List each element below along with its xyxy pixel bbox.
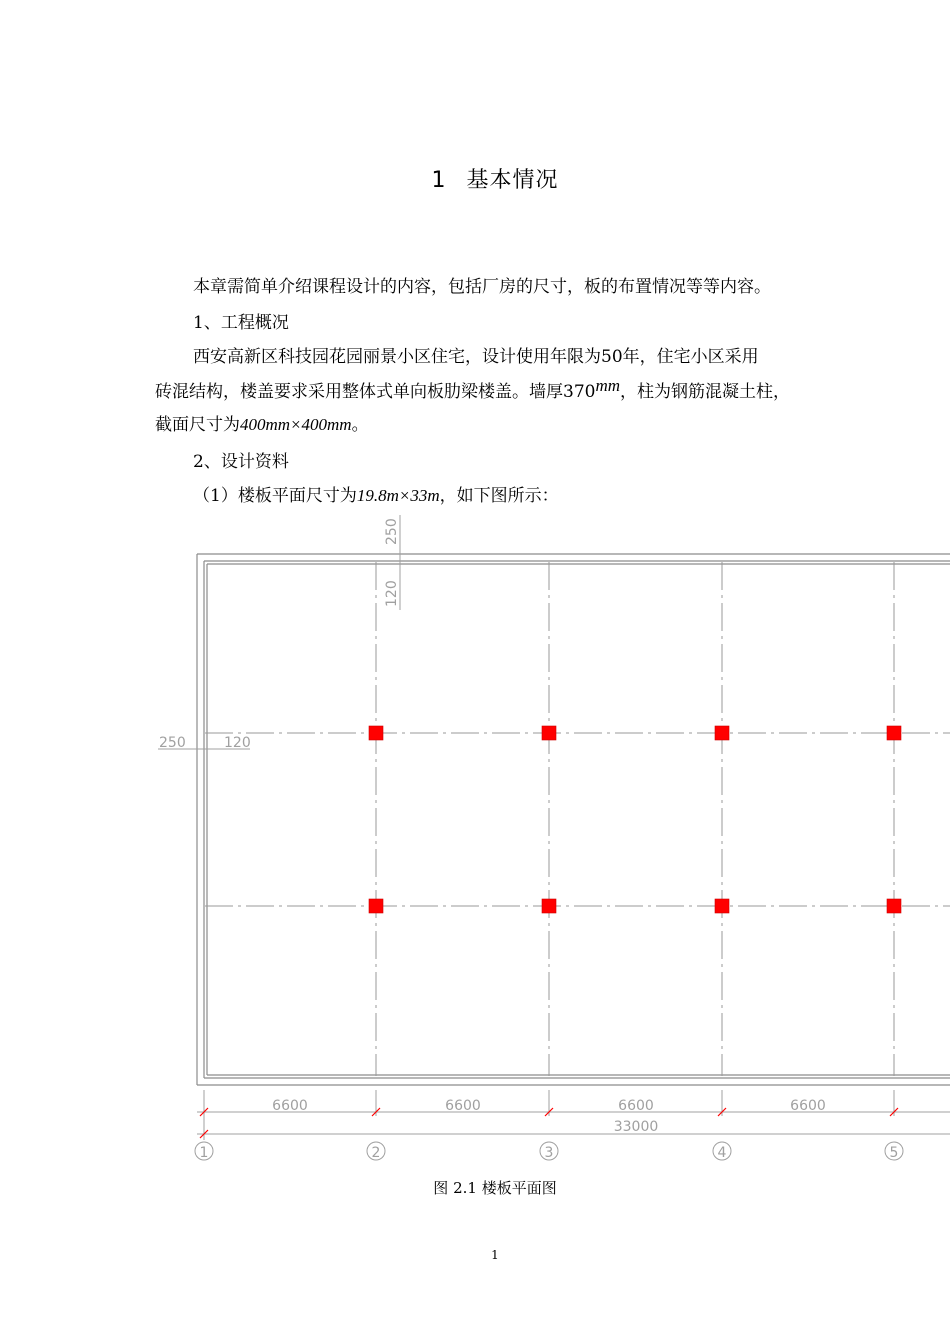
top-dim-120: 120 [384, 580, 400, 607]
column [887, 899, 901, 913]
column [369, 726, 383, 740]
section-2-title: 2、设计资料 [193, 452, 289, 472]
total-dim: 33000 [613, 1119, 659, 1135]
axis-grid [205, 562, 950, 1076]
chapter-number: 1 [431, 168, 447, 193]
axis-label: 3 [544, 1145, 554, 1161]
section-size-math: 400mm×400mm [240, 415, 352, 434]
wall-unit: mm [595, 376, 621, 395]
span-dim: 6600 [790, 1098, 826, 1114]
bottom-dimension-lines [197, 1090, 950, 1140]
axis-label: 1 [199, 1145, 209, 1161]
wall-outline [197, 554, 950, 1085]
span-dim: 6600 [445, 1098, 481, 1114]
slab-size-end: ，如下图所示： [439, 486, 559, 506]
axis-label: 5 [889, 1145, 899, 1161]
axis-label: 4 [717, 1145, 727, 1161]
top-dim-250: 250 [384, 518, 400, 545]
column [715, 899, 729, 913]
figure-caption: 图 2.1 楼板平面图 [433, 1179, 557, 1197]
span-dim: 6600 [272, 1098, 308, 1114]
column [542, 899, 556, 913]
column-text: ，柱为钢筋混凝土柱， [620, 382, 791, 402]
section-1-title: 1、工程概况 [193, 313, 289, 333]
section-size-end: 。 [351, 415, 369, 435]
slab-size-label: （1）楼板平面尺寸为 [193, 486, 357, 506]
column [369, 899, 383, 913]
column [715, 726, 729, 740]
column [887, 726, 901, 740]
section-1-line-1: 西安高新区科技园花园丽景小区住宅，设计使用年限为50年，住宅小区采用 [193, 347, 759, 367]
section-size-label: 截面尺寸为 [155, 415, 240, 435]
wall-text: 砖混结构，楼盖要求采用整体式单向板肋梁楼盖。墙厚370 [155, 382, 596, 402]
intro-paragraph: 本章需简单介绍课程设计的内容，包括厂房的尺寸，板的布置情况等等内容。 [193, 277, 771, 297]
page-number: 1 [491, 1248, 499, 1262]
left-dim-120: 120 [224, 735, 251, 751]
left-dim-250: 250 [159, 735, 186, 751]
columns [369, 726, 901, 913]
span-dim: 6600 [618, 1098, 654, 1114]
chapter-title: 基本情况 [466, 168, 559, 193]
column [542, 726, 556, 740]
axis-label: 2 [371, 1145, 381, 1161]
slab-size-math: 19.8m×33m [356, 486, 440, 505]
